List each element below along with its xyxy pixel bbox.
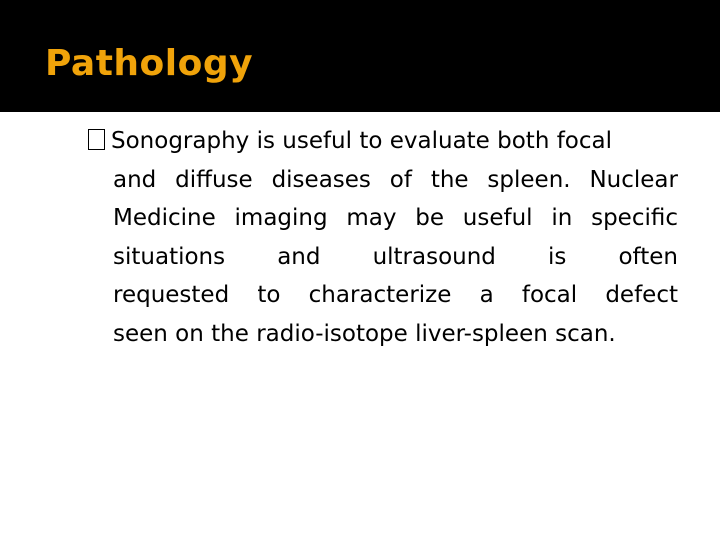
slide-title: Pathology xyxy=(45,43,254,84)
bullet-text-line-6: seen on the radio-isotope liver-spleen scan. xyxy=(113,320,616,347)
bullet-text-line-2: and diffuse diseases of the spleen. Nuclear xyxy=(113,166,678,193)
title-bar xyxy=(0,0,720,112)
bullet-text-line-3: Medicine imaging may be useful in specific xyxy=(113,205,678,231)
missing-glyph-box-icon xyxy=(88,129,105,150)
bullet-text-line-1: Sonography is useful to evaluate both focal xyxy=(111,128,613,154)
bullet-line-1 xyxy=(88,122,678,161)
bullet-paragraph xyxy=(88,122,678,353)
bullet-text-line-5: requested to characterize a focal defect xyxy=(113,282,678,308)
bullet-text-line-4: situations and ultrasound is often xyxy=(113,243,678,270)
